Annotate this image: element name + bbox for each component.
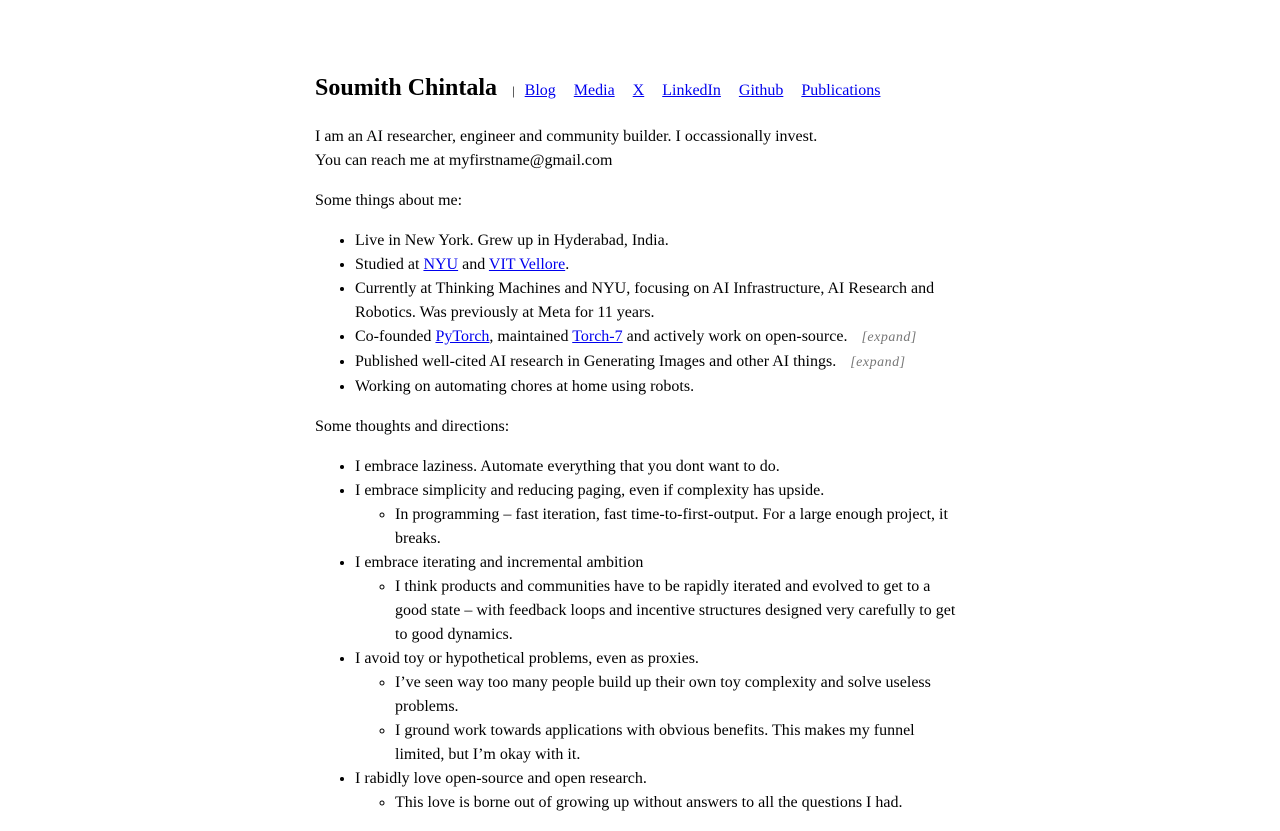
thought-subitem: ◦ I think products and communities have to be rapidly iterated and evolved to get to a good state – with feedback loops and incentive structures designed very carefully to get to good dynamics. [395, 575, 960, 647]
nav-link-blog[interactable]: Blog [524, 82, 556, 99]
about-item-studied [355, 253, 960, 277]
thought-sublist [355, 503, 960, 551]
about-item-cofounded [355, 325, 960, 350]
about-item-current: • Currently at Thinking Machines and NYU, focusing on AI Infrastructure, AI Research and Robotics. Was previously at Meta for 11 years. [355, 277, 960, 325]
thought-subitem: ◦ I’ve seen way too many people build up their own toy complexity and solve useless problems. [395, 671, 960, 719]
intro-line-2: You can reach me at myfirstname@gmail.com [315, 152, 613, 169]
torch7-link[interactable]: Torch-7 [572, 328, 623, 345]
nav-link-media[interactable]: Media [573, 82, 615, 99]
expand-research-toggle[interactable]: [expand] [850, 355, 906, 370]
thought-text: I avoid toy or hypothetical problems, even as proxies. [355, 650, 699, 667]
intro-paragraph [315, 125, 960, 173]
nav-link-linkedin[interactable]: LinkedIn [662, 82, 721, 99]
thought-subitem: ◦ This love is borne out of growing up without answers to all the questions I had. [395, 791, 960, 815]
thought-sublist [355, 671, 960, 767]
about-item-published [355, 350, 960, 375]
thoughts-heading: Some thoughts and directions: [315, 418, 510, 435]
about-heading: Some things about me: [315, 192, 463, 209]
studied-prefix: Studied at [355, 256, 424, 273]
thought-item-simplicity [355, 479, 960, 551]
pytorch-link[interactable]: PyTorch [435, 328, 490, 345]
top-nav [525, 76, 895, 106]
about-item-robots: • Working on automating chores at home using robots. [355, 375, 960, 399]
nyu-link[interactable]: NYU [423, 256, 459, 273]
cofounded-suffix: and actively work on open-source. [622, 328, 848, 345]
about-list [315, 229, 960, 399]
studied-suffix: . [565, 256, 570, 273]
thought-subitem: ◦ I ground work towards applications with obvious benefits. This makes my funnel limited, but I’m okay with it. [395, 719, 960, 767]
nav-link-github[interactable]: Github [738, 82, 784, 99]
nav-link-x[interactable]: X [632, 82, 645, 99]
thought-item-laziness: • I embrace laziness. Automate everything that you dont want to do. [355, 455, 960, 479]
thought-item-open-source [355, 767, 960, 815]
cofounded-prefix: Co-founded [355, 328, 436, 345]
page-header [315, 73, 960, 106]
thoughts-list [315, 455, 960, 815]
studied-mid: and [458, 256, 489, 273]
thought-text: I rabidly love open-source and open research. [355, 770, 647, 787]
thought-text: I embrace simplicity and reducing paging, even if complexity has upside. [355, 482, 825, 499]
expand-opensource-toggle[interactable]: [expand] [861, 330, 917, 345]
site-title: Soumith Chintala [315, 75, 498, 101]
about-item-live: • Live in New York. Grew up in Hyderabad, India. [355, 229, 960, 253]
thought-subitem: ◦ In programming – fast iteration, fast time-to-first-output. For a large enough project, it breaks. [395, 503, 960, 551]
title-separator: | [512, 83, 515, 98]
thought-sublist [355, 575, 960, 647]
thought-sublist [355, 791, 960, 815]
vit-vellore-link[interactable]: VIT Vellore [488, 256, 566, 273]
published-text: Published well-cited AI research in Generating Images and other AI things. [355, 353, 837, 370]
nav-link-publications[interactable]: Publications [801, 82, 881, 99]
page-content [315, 73, 960, 831]
intro-line-1: I am an AI researcher, engineer and community builder. I occassionally invest. [315, 128, 818, 145]
cofounded-mid: , maintained [489, 328, 573, 345]
thought-item-iterating [355, 551, 960, 647]
thought-item-toy-problems [355, 647, 960, 767]
thought-text: I embrace iterating and incremental ambition [355, 554, 644, 571]
